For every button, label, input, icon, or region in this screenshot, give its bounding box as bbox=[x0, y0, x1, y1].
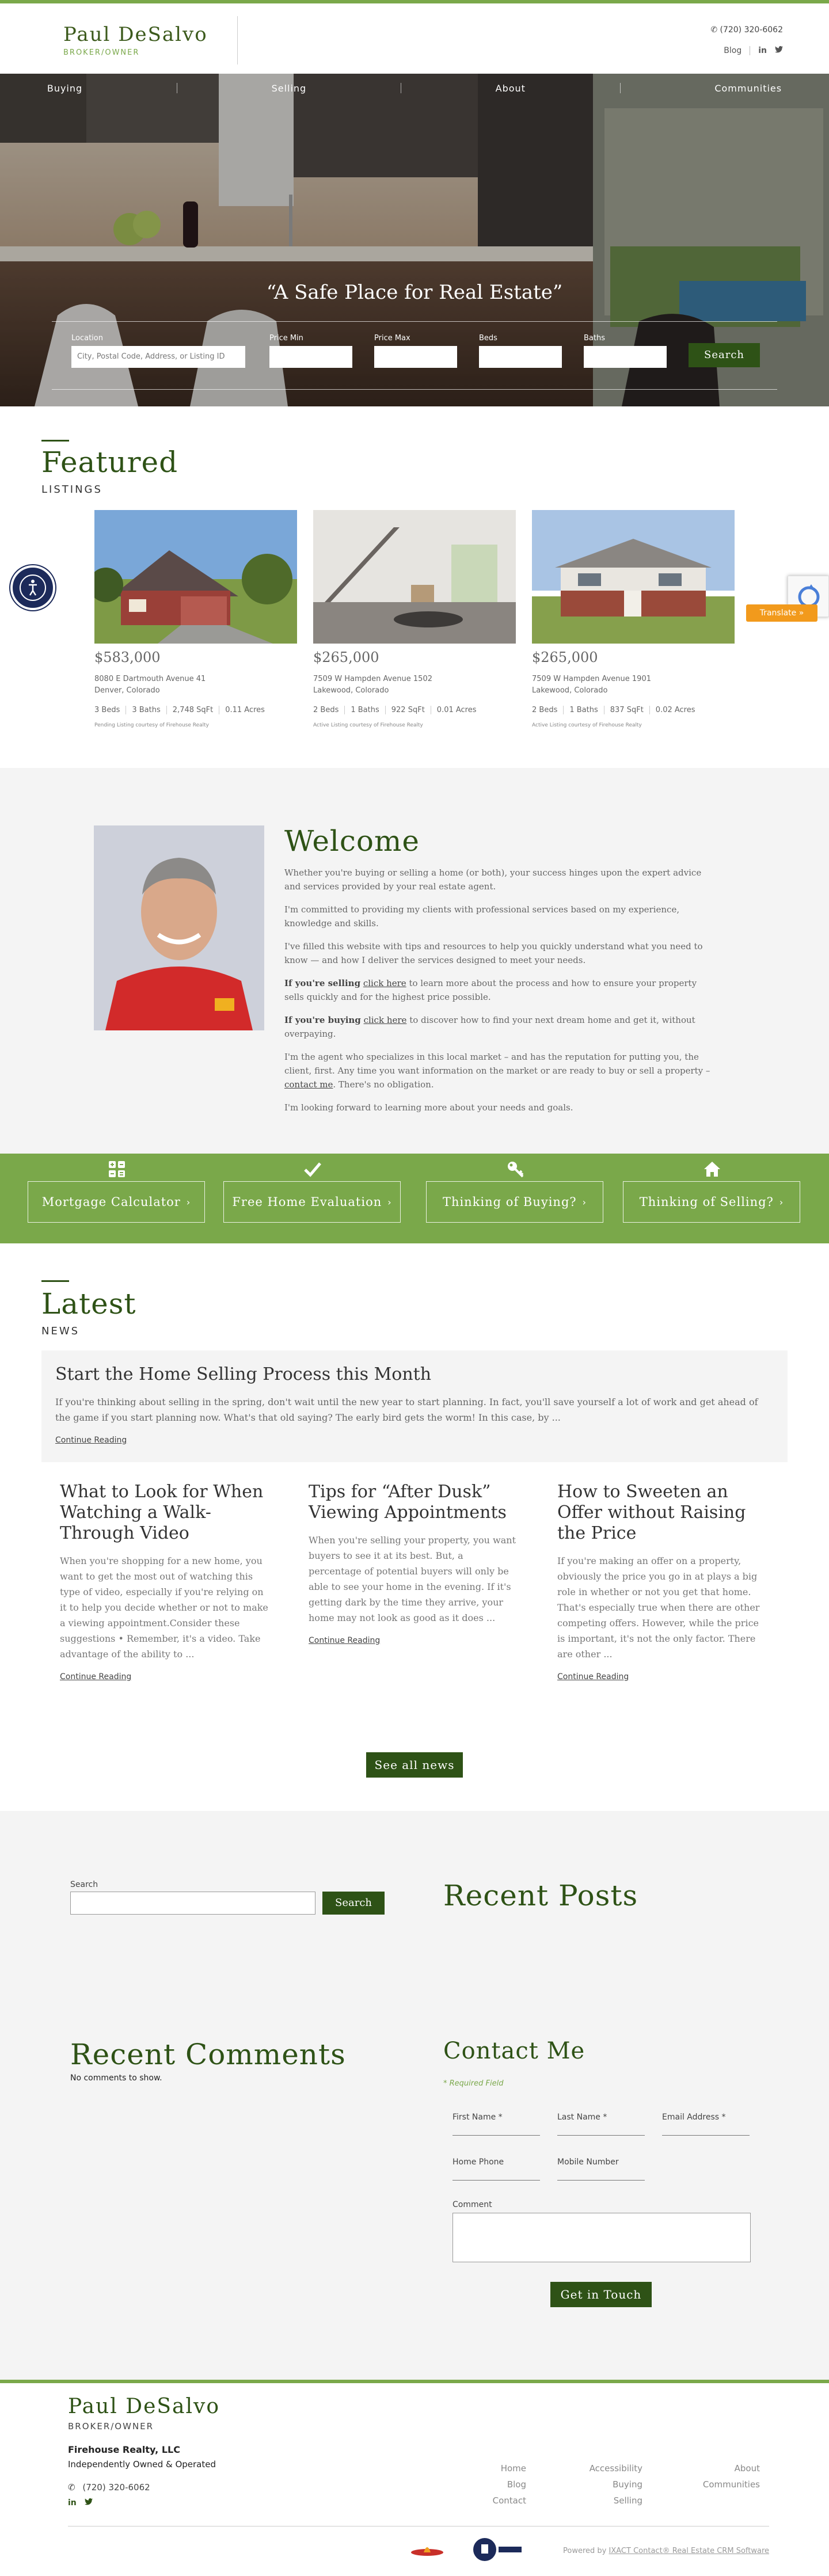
selling-click-here-link[interactable]: click here bbox=[363, 978, 406, 988]
footer-firm: Firehouse Realty, LLC bbox=[68, 2444, 180, 2455]
price-max-field bbox=[374, 334, 457, 368]
linkedin-icon[interactable]: in bbox=[68, 2498, 77, 2507]
listing-price: $265,000 bbox=[313, 649, 379, 665]
get-in-touch-button[interactable]: Get in Touch bbox=[550, 2282, 652, 2307]
listing-city: Denver, Colorado bbox=[94, 686, 160, 695]
contact-me-link[interactable]: contact me bbox=[284, 1079, 333, 1090]
listing-beds: 2 Beds bbox=[532, 706, 558, 714]
buying-lead: If you're buying bbox=[284, 1015, 361, 1025]
featured-post bbox=[41, 1350, 788, 1462]
powered-by-prefix: Powered by bbox=[563, 2547, 607, 2555]
recent-posts-title: Recent Posts bbox=[443, 1879, 638, 1912]
listing-street: 7509 W Hampden Avenue 1502 bbox=[313, 675, 432, 683]
nav-buying[interactable]: Buying bbox=[47, 82, 83, 94]
welcome-body bbox=[284, 866, 716, 1124]
price-max-label: Price Max bbox=[374, 334, 410, 343]
footer-name: Paul DeSalvo bbox=[68, 2395, 220, 2418]
email-field[interactable]: Email Address * bbox=[662, 2110, 750, 2136]
hero-rule-top bbox=[52, 321, 777, 322]
ixact-contact-link[interactable]: IXACT Contact® Real Estate CRM Software bbox=[609, 2547, 769, 2555]
footer-link-accessibility[interactable]: Accessibility bbox=[589, 2463, 642, 2474]
listing-card[interactable] bbox=[313, 510, 516, 728]
footer-link-contact[interactable]: Contact bbox=[492, 2495, 526, 2506]
listing-photo[interactable] bbox=[313, 510, 516, 644]
news-post-excerpt: When you're shopping for a new home, you want to get the most out of watching this type of video, especially if you're relying on it to help you decide whether or not to make a viewing appointment.Consider these suggestions • Remember, it's a video. Take advantage of the ability to ... bbox=[60, 1555, 268, 1660]
news-post bbox=[557, 1482, 767, 1681]
footer-phone[interactable] bbox=[68, 2482, 150, 2493]
footer-link-communities[interactable]: Communities bbox=[702, 2479, 760, 2490]
welcome-buying-paragraph bbox=[284, 1013, 716, 1041]
footer-link-blog[interactable]: Blog bbox=[507, 2479, 526, 2490]
accessibility-icon[interactable] bbox=[10, 565, 55, 610]
listing-acres: 0.01 Acres bbox=[431, 706, 477, 714]
nav-communities[interactable]: Communities bbox=[714, 82, 782, 94]
listing-photo[interactable] bbox=[532, 510, 735, 644]
contact-text: I'm the agent who specializes in this local market – and has the reputation for putting you, the client, first. Any time you want information on the market or are ready to buy or sell a property – bbox=[284, 1052, 710, 1076]
listing-acres: 0.11 Acres bbox=[219, 706, 265, 714]
listing-credit: Active Listing courtesy of Firehouse Realty bbox=[313, 722, 423, 728]
footer-social bbox=[68, 2498, 93, 2507]
welcome-paragraph: I've filled this website with tips and resources to help you quickly understand what you need to know — and how I deliver the services designed to meet your needs. bbox=[284, 941, 703, 965]
last-name-field[interactable]: Last Name * bbox=[557, 2110, 645, 2136]
sidebar-search-label: Search bbox=[70, 1880, 98, 1889]
news-post-title[interactable]: What to Look for When Watching a Walk-Through Video bbox=[60, 1482, 264, 1543]
calculator-icon bbox=[108, 1160, 126, 1178]
header-links bbox=[724, 46, 783, 55]
listing-facts bbox=[313, 706, 516, 714]
welcome-paragraph: I'm looking forward to learning more about your needs and goals. bbox=[284, 1102, 573, 1113]
location-field bbox=[71, 334, 245, 368]
footer-tagline: BROKER/OWNER bbox=[68, 2421, 154, 2432]
beds-select[interactable] bbox=[479, 346, 562, 368]
news-post-excerpt: When you're selling your property, you want buyers to see it at its best. But, a percentage of potential buyers will only be able to see your home in the evening. If it's getting dark by the time they arrive, your home may not look as good as it does ... bbox=[309, 1535, 516, 1623]
location-input[interactable]: City, Postal Code, Address, or Listing ID bbox=[71, 346, 245, 368]
featured-post-title[interactable]: Start the Home Selling Process this Month bbox=[55, 1364, 432, 1384]
house-photo-3 bbox=[532, 510, 735, 644]
featured-subtitle: LISTINGS bbox=[41, 484, 102, 496]
news-post-excerpt: If you're making an offer on a property, obviously the price you go in at plays a big role in whether or not you get that home. That's especially true when there are other competing offers. However, while the price is important, it's not the only factor. There are other ... bbox=[557, 1555, 760, 1660]
contact-title: Contact Me bbox=[443, 2038, 585, 2064]
news-kicker bbox=[41, 1280, 69, 1282]
footer-accent-bar bbox=[0, 2380, 829, 2383]
listing-address bbox=[94, 674, 297, 697]
price-min-label: Price Min bbox=[269, 334, 303, 343]
hero-title: “A Safe Place for Real Estate” bbox=[266, 281, 563, 304]
listing-address bbox=[313, 674, 516, 697]
welcome-paragraph: Whether you're buying or selling a home (or both), your success hinges upon the expert advice and services provided by your real estate agent. bbox=[284, 867, 702, 892]
header-phone[interactable] bbox=[710, 25, 783, 35]
phone-icon: ✆ bbox=[68, 2482, 75, 2493]
beds-label: Beds bbox=[479, 334, 497, 343]
news-post-title[interactable]: Tips for “After Dusk” Viewing Appointments bbox=[309, 1482, 507, 1523]
price-min-field bbox=[269, 334, 352, 368]
comment-textarea[interactable] bbox=[452, 2213, 751, 2262]
selling-text: to learn more about the process and how to ensure your property sells quickly and for the highest price possible. bbox=[284, 978, 697, 1002]
footer-link-home[interactable]: Home bbox=[500, 2463, 526, 2474]
buying-click-here-link[interactable]: click here bbox=[363, 1015, 407, 1025]
hero-search-button[interactable]: Search bbox=[689, 343, 760, 367]
listing-baths: 3 Baths bbox=[126, 706, 160, 714]
mobile-number-field[interactable]: Mobile Number bbox=[557, 2155, 645, 2181]
cta-label: Mortgage Calculator bbox=[41, 1195, 181, 1209]
cta-thinking-of-selling[interactable] bbox=[623, 1181, 800, 1223]
footer-links-col-3 bbox=[685, 2460, 760, 2493]
cta-mortgage-calculator[interactable] bbox=[28, 1181, 205, 1223]
continue-reading-link[interactable]: Continue Reading bbox=[557, 1672, 629, 1681]
cta-label: Thinking of Buying? bbox=[442, 1195, 577, 1209]
featured-kicker bbox=[41, 440, 69, 442]
header-phone-number[interactable]: (720) 320-6062 bbox=[720, 25, 783, 35]
twitter-icon[interactable] bbox=[775, 46, 783, 55]
listing-card[interactable] bbox=[94, 510, 297, 728]
listing-sqft: 922 SqFt bbox=[385, 706, 425, 714]
first-name-field[interactable]: First Name * bbox=[452, 2110, 540, 2136]
nav-selling[interactable]: Selling bbox=[271, 82, 307, 94]
beds-field bbox=[479, 334, 562, 368]
news-post bbox=[60, 1482, 269, 1681]
listing-city: Lakewood, Colorado bbox=[532, 686, 608, 695]
chevron-right-icon: › bbox=[387, 1196, 392, 1208]
nav-about[interactable]: About bbox=[495, 82, 526, 94]
location-label: Location bbox=[71, 334, 103, 343]
welcome-paragraph: I'm committed to providing my clients with professional services based on my experience, knowledge and skills. bbox=[284, 904, 680, 929]
cta-band bbox=[0, 1154, 829, 1243]
welcome-section bbox=[0, 768, 829, 1154]
listing-sqft: 837 SqFt bbox=[604, 706, 644, 714]
news-title: Latest bbox=[41, 1287, 136, 1321]
listing-price: $583,000 bbox=[94, 649, 161, 665]
logo-divider bbox=[237, 16, 238, 64]
welcome-selling-paragraph bbox=[284, 976, 716, 1004]
listing-street: 7509 W Hampden Avenue 1901 bbox=[532, 675, 651, 683]
listing-beds: 2 Beds bbox=[313, 706, 339, 714]
listing-card[interactable] bbox=[532, 510, 735, 728]
site-header bbox=[0, 3, 829, 74]
sidebar-contact-section bbox=[0, 1811, 829, 2380]
listing-street: 8080 E Dartmouth Avenue 41 bbox=[94, 675, 206, 683]
footer-independent: Independently Owned & Operated bbox=[68, 2459, 216, 2470]
listing-acres: 0.02 Acres bbox=[649, 706, 695, 714]
recent-comments-title: Recent Comments bbox=[70, 2038, 346, 2071]
sidebar-search-button[interactable]: Search bbox=[322, 1892, 385, 1915]
hero-banner bbox=[0, 74, 829, 406]
key-icon bbox=[506, 1160, 524, 1178]
featured-post-excerpt: If you're thinking about selling in the spring, don't wait until the new year to start planning. In fact, you'll save yourself a lot of work and get ahead of the game if you start planning now. What's that old saying? The early bird gets the worm! In this case, by ... bbox=[55, 1397, 758, 1423]
footer-links-col-1 bbox=[489, 2460, 526, 2509]
contact-text-end: . There's no obligation. bbox=[333, 1079, 434, 1090]
required-note: * Required Field bbox=[443, 2079, 504, 2088]
welcome-contact-paragraph bbox=[284, 1050, 716, 1091]
listing-facts bbox=[532, 706, 735, 714]
welcome-title: Welcome bbox=[284, 824, 420, 858]
footer-link-buying[interactable]: Buying bbox=[613, 2479, 642, 2490]
continue-reading-link[interactable]: Continue Reading bbox=[60, 1672, 132, 1681]
cta-thinking-of-buying[interactable] bbox=[426, 1181, 603, 1223]
continue-reading-link[interactable]: Continue Reading bbox=[55, 1436, 127, 1445]
listing-facts bbox=[94, 706, 297, 714]
see-all-news-button[interactable]: See all news bbox=[366, 1752, 463, 1778]
comment-label: Comment bbox=[452, 2200, 492, 2209]
checkmark-icon bbox=[303, 1160, 322, 1178]
price-min-select[interactable] bbox=[269, 346, 352, 368]
baths-select[interactable] bbox=[584, 346, 667, 368]
footer-link-about[interactable]: About bbox=[734, 2463, 760, 2474]
listing-baths: 1 Baths bbox=[563, 706, 598, 714]
firehouse-realty-logo bbox=[409, 2540, 446, 2560]
translate-button[interactable]: Translate » bbox=[746, 604, 817, 622]
cta-free-home-evaluation[interactable] bbox=[223, 1181, 401, 1223]
main-nav bbox=[0, 74, 829, 102]
cta-label: Free Home Evaluation bbox=[232, 1195, 382, 1209]
no-comments-text: No comments to show. bbox=[70, 2073, 162, 2083]
chevron-right-icon: › bbox=[779, 1196, 784, 1208]
listing-sqft: 2,748 SqFt bbox=[166, 706, 213, 714]
listing-price: $265,000 bbox=[532, 649, 598, 665]
listing-credit: Pending Listing courtesy of Firehouse Realty bbox=[94, 722, 210, 728]
selling-lead: If you're selling bbox=[284, 978, 361, 988]
twitter-icon[interactable] bbox=[85, 2498, 93, 2507]
footer-links-col-2 bbox=[576, 2460, 642, 2509]
news-subtitle: NEWS bbox=[41, 1325, 80, 1337]
house-photo-1 bbox=[94, 510, 297, 644]
nav-divider bbox=[620, 83, 621, 93]
realtor-mls-logo bbox=[472, 2536, 524, 2563]
home-phone-field[interactable]: Home Phone bbox=[452, 2155, 540, 2181]
logo-name[interactable]: Paul DeSalvo bbox=[63, 23, 208, 46]
phone-icon: ✆ bbox=[710, 25, 718, 35]
agent-portrait bbox=[94, 825, 264, 1030]
footer-phone-number[interactable]: (720) 320-6062 bbox=[82, 2482, 150, 2493]
blog-link[interactable]: Blog bbox=[724, 46, 742, 55]
chevron-right-icon: › bbox=[186, 1196, 191, 1208]
agent-photo bbox=[94, 825, 264, 1030]
listing-beds: 3 Beds bbox=[94, 706, 120, 714]
sidebar-search-input[interactable] bbox=[70, 1892, 315, 1915]
footer-link-selling[interactable]: Selling bbox=[613, 2495, 642, 2506]
site-footer bbox=[0, 2380, 829, 2576]
hero-rule-bottom bbox=[52, 389, 777, 390]
news-post-title[interactable]: How to Sweeten an Offer without Raising the Price bbox=[557, 1482, 746, 1543]
chevron-right-icon: › bbox=[582, 1196, 587, 1208]
buying-text: to discover how to find your next dream home and get it, without overpaying. bbox=[284, 1015, 695, 1039]
baths-field bbox=[584, 334, 667, 368]
listing-photo[interactable] bbox=[94, 510, 297, 644]
price-max-select[interactable] bbox=[374, 346, 457, 368]
listing-city: Lakewood, Colorado bbox=[313, 686, 389, 695]
continue-reading-link[interactable]: Continue Reading bbox=[309, 1636, 381, 1645]
cta-label: Thinking of Selling? bbox=[639, 1195, 774, 1209]
interior-photo-2 bbox=[313, 510, 516, 644]
logo-tagline: BROKER/OWNER bbox=[63, 48, 140, 57]
listing-baths: 1 Baths bbox=[344, 706, 379, 714]
home-icon bbox=[703, 1160, 721, 1178]
powered-by bbox=[563, 2547, 769, 2555]
listing-address bbox=[532, 674, 735, 697]
baths-label: Baths bbox=[584, 334, 605, 343]
linkedin-icon[interactable]: in bbox=[758, 46, 767, 55]
news-post bbox=[309, 1482, 518, 1645]
listing-credit: Active Listing courtesy of Firehouse Realty bbox=[532, 722, 642, 728]
featured-title: Featured bbox=[41, 446, 178, 479]
